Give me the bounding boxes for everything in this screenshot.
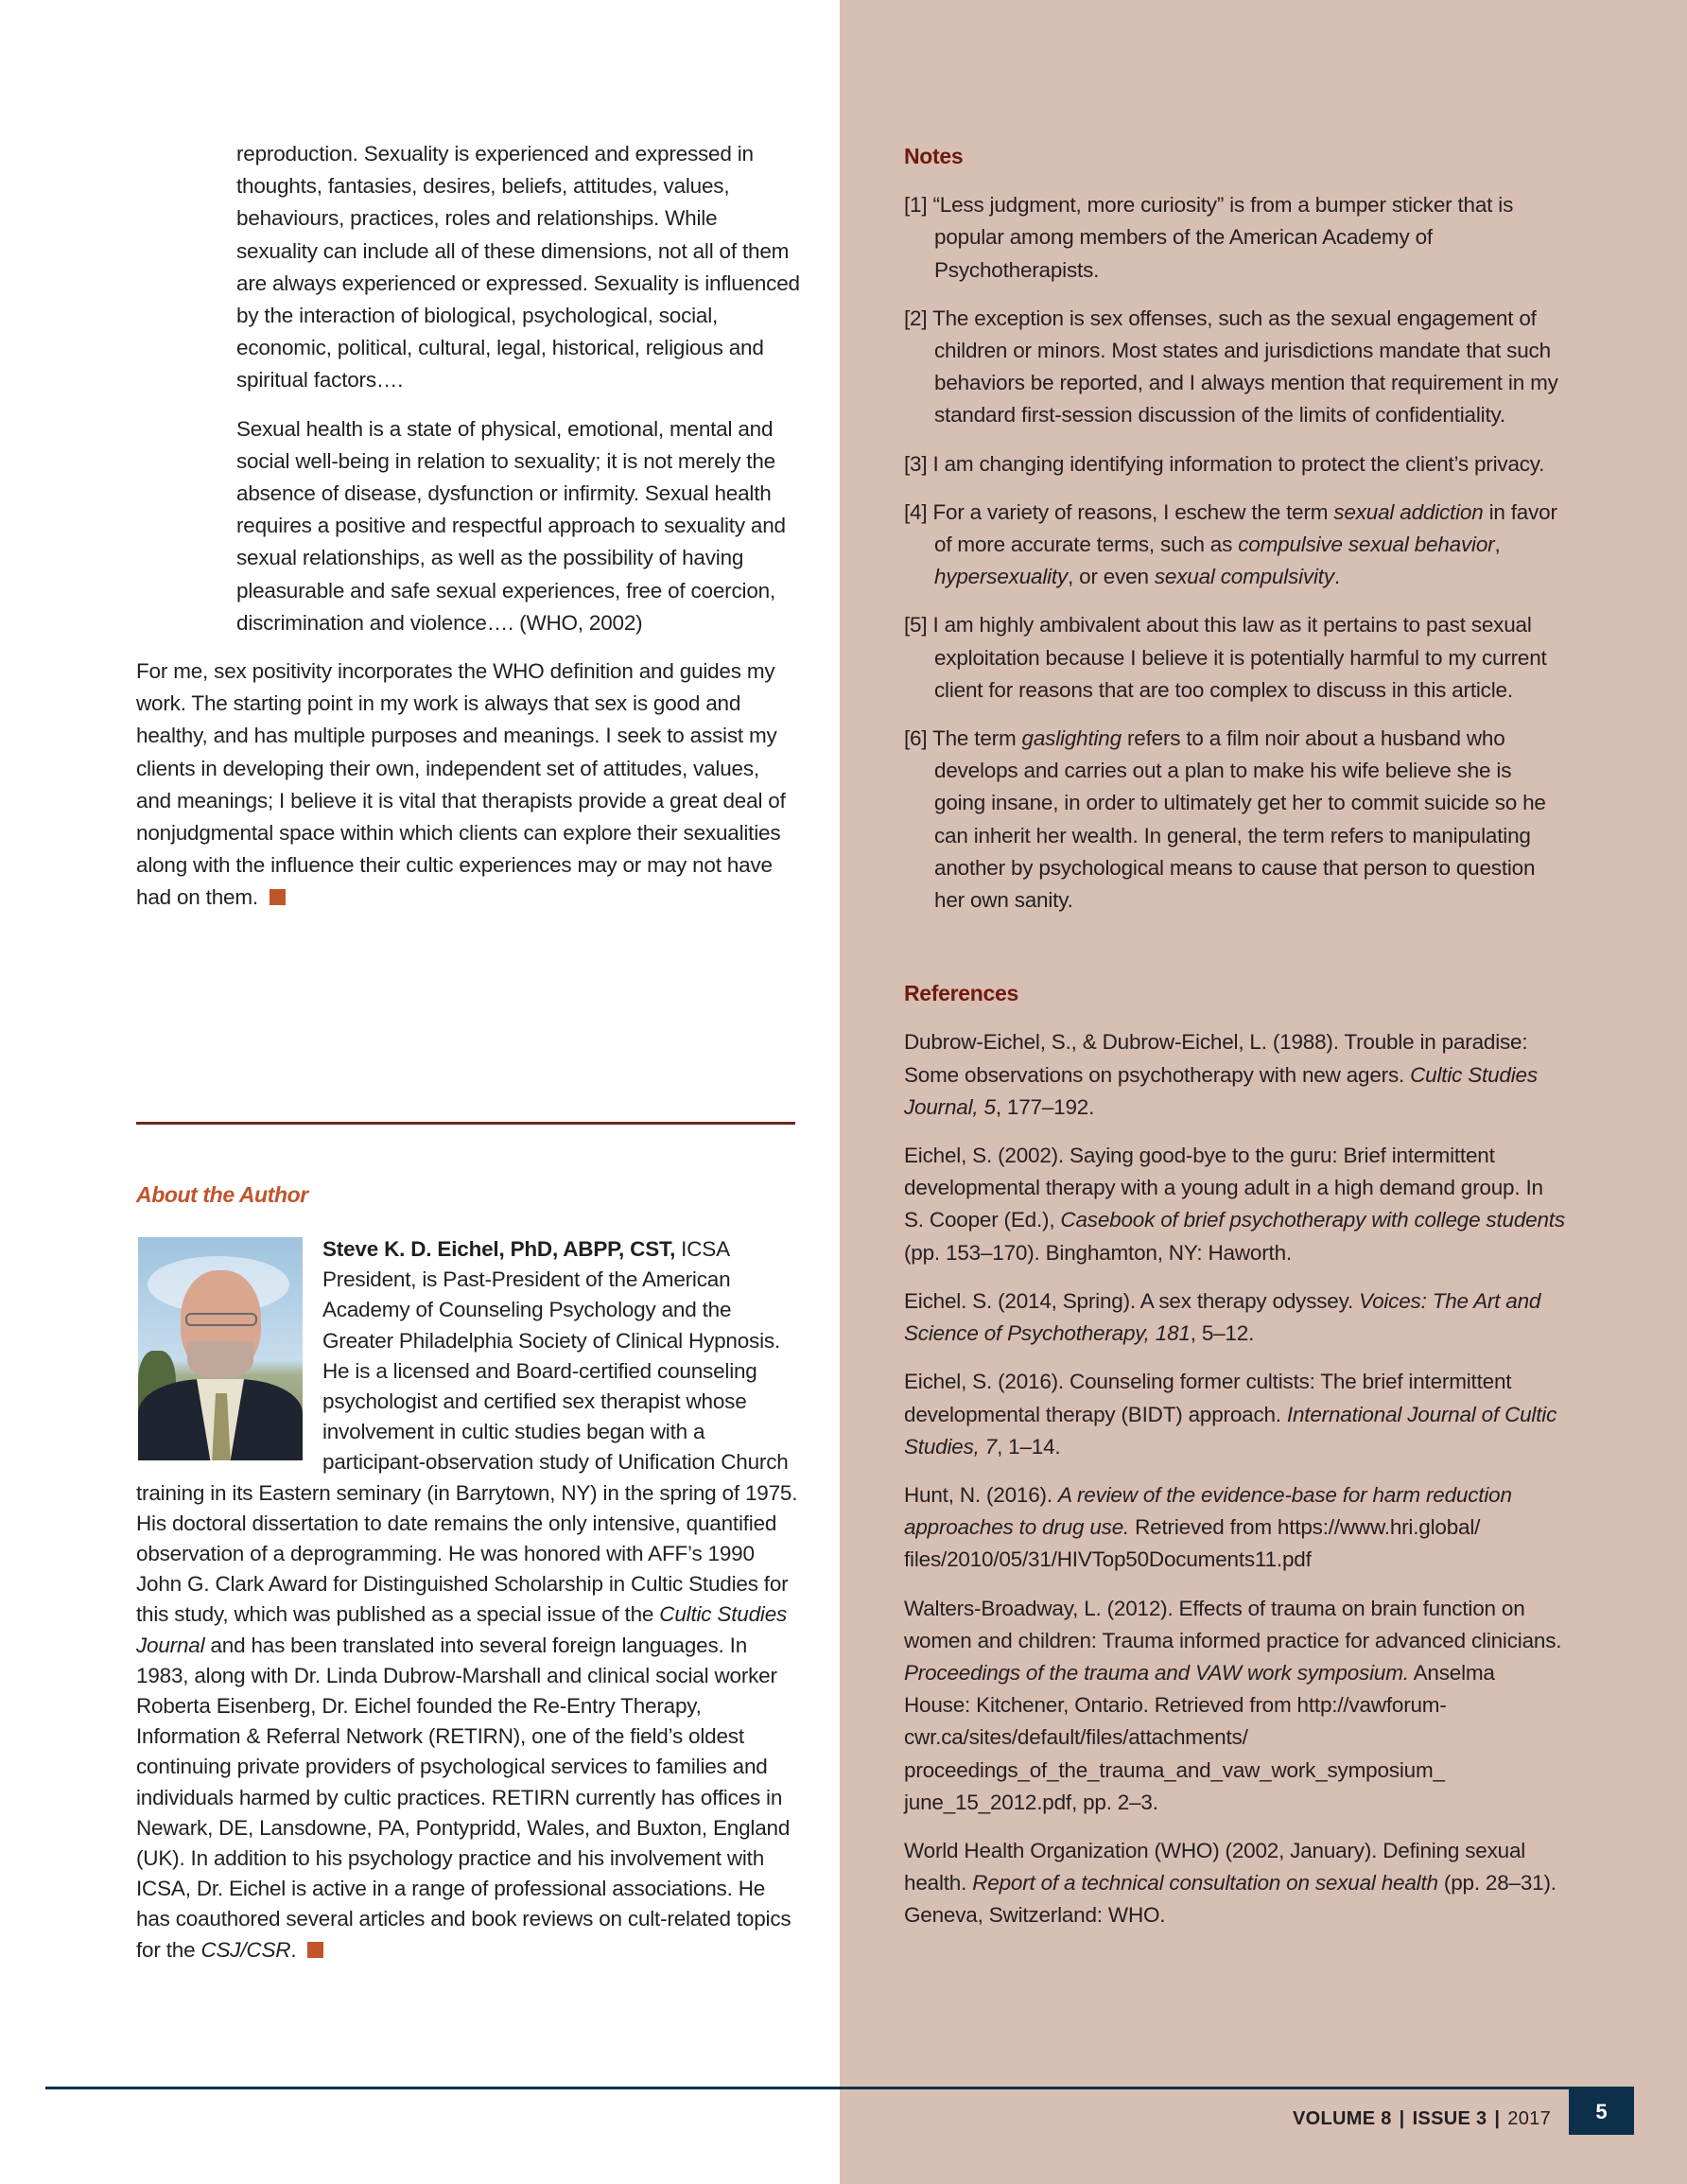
text: Dubrow-Eichel, S., & Dubrow-Eichel, L. (1988). Trouble in paradise: Some observations on psychotherapy with new agers.	[904, 1030, 1528, 1087]
italic-text: sexual addiction	[1333, 499, 1484, 524]
text: , 177–192.	[995, 1094, 1095, 1119]
journal-title: Cultic Studies Journal	[136, 1602, 788, 1657]
note-number: [4]	[904, 499, 928, 524]
text: , or even	[1068, 565, 1155, 589]
note-item	[904, 609, 1566, 707]
bio-text: and has been translated into several foreign languages. In 1983, along with Dr. Linda Dubrow-Marshall and clinical social worker Roberta Eisenberg, Dr. Eichel founded the Re-Entry Therapy, Information & Referral Network (RETIRN), one of the field’s oldest continuing private providers of psychological services to families and individuals harmed by cultic practices. RETIRN currently has offices in Newark, DE, Lansdowne, PA, Pontypridd, Wales, and Buxton, England (UK). In addition to his psychology practice and his involvement with ICSA, Dr. Eichel is active in a range of professional associations. He has coauthored several articles and book reviews on cult-related topics for the	[136, 1633, 791, 1962]
text: “Less judgment, more curiosity” is from a bumper sticker that is popular among members of the American Academy of Psychotherapists.	[927, 193, 1514, 282]
bio-end-punct: .	[290, 1937, 297, 1962]
note-number: [2]	[904, 306, 928, 330]
notes-list	[904, 189, 1566, 917]
reference-item	[904, 1285, 1566, 1350]
text: in favor of more accurate terms, such as	[934, 499, 1557, 557]
note-item	[904, 303, 1566, 432]
text: , 5–12.	[1190, 1321, 1255, 1346]
text: I am changing identifying information to protect the client’s privacy.	[927, 451, 1545, 476]
reference-item	[904, 1140, 1566, 1269]
author-photo	[138, 1237, 303, 1460]
page-number: 5	[1569, 2089, 1634, 2135]
journal-abbrev: CSJ/CSR	[200, 1937, 291, 1962]
issue-label: ISSUE 3	[1412, 2108, 1487, 2129]
text: (pp. 28–31). Geneva, Switzerland: WHO.	[904, 1871, 1557, 1928]
italic-text: Report of a technical consultation on sexual health	[972, 1871, 1438, 1896]
section-divider	[136, 1122, 795, 1125]
end-of-article-square-icon	[270, 889, 286, 905]
text: I am highly ambivalent about this law as it pertains to past sexual exploitation because I believe it is potentially harmful to my current client for reasons that are too complex to discuss in this article.	[927, 613, 1547, 702]
text: ,	[1494, 533, 1501, 557]
bio-text: ICSA President, is Past-President of the American Academy of Counseling Psychology and the Greater Philadelphia Society of Clinical Hypnosis. He is a licensed and Board-certified counseling psychologist and certified sex therapist whose involvement in cultic studies began with a participant-observation study of Unification Church training in its Eastern seminary (in Barrytown, NY) in the spring of 1975. His doctoral dissertation to date remains the only intensive, quantified observation of a deprogramming. He was honored with AFF’s 1990 John G. Clark Award for Distinguished Scholarship in Cultic Studies for this study, which was published as a special issue of the	[136, 1237, 798, 1627]
italic-text: Cultic Studies Journal, 5	[904, 1062, 1538, 1119]
note-number: [1]	[904, 193, 928, 218]
italic-text: Proceedings of the trauma and VAW work symposium.	[904, 1660, 1409, 1685]
note-item	[904, 189, 1566, 287]
italic-text: Voices: The Art and Science of Psychotherapy, 181	[904, 1288, 1541, 1346]
quote-paragraph: reproduction. Sexuality is experienced and expressed in thoughts, fantasies, desires, beliefs, attitudes, values, behaviours, practices, roles and relationships. While sexuality can include all of these dimensions, not all of them are always experienced or expressed. Sexuality is influenced by the interaction of biological, psychological, social, economic, political, cultural, legal, historical, religious and spiritual factors….	[236, 142, 800, 393]
end-of-bio-square-icon	[307, 1942, 323, 1958]
italic-text: sexual compulsivity	[1154, 565, 1334, 589]
text: (pp. 153–170). Binghamton, NY: Haworth.	[904, 1240, 1292, 1265]
volume-label: VOLUME 8	[1293, 2108, 1392, 2129]
note-number: [5]	[904, 613, 928, 638]
closing-text: For me, sex positivity incorporates the WHO definition and guides my work. The starting point in my work is always that sex is good and healthy, and has multiple purposes and meanings. I seek to assist my clients in developing their own, independent set of attitudes, values, and meanings; I believe it is vital that therapists provide a great deal of nonjudgmental space within which clients can explore their sexualities along with the influence their cultic experiences may or may not have had on them.	[136, 659, 786, 910]
text: Walters-Broadway, L. (2012). Effects of trauma on brain function on women and children: Trauma informed practice for advanced clinicians.	[904, 1596, 1562, 1652]
author-bio	[136, 1234, 798, 1966]
reference-item	[904, 1835, 1566, 1932]
notes-heading: Notes	[904, 144, 964, 168]
italic-text: hypersexuality	[934, 565, 1069, 589]
note-number: [3]	[904, 451, 928, 476]
note-item	[904, 497, 1566, 594]
note-item	[904, 448, 1566, 480]
text: Eichel, S. (2002). Saying good-bye to the guru: Brief intermittent developmental therapy with a young adult in a high demand group. In S. Cooper (Ed.),	[904, 1144, 1543, 1232]
italic-text: gaslighting	[1021, 726, 1122, 751]
note-number: [6]	[904, 726, 928, 751]
text: Eichel. S. (2014, Spring). A sex therapy odyssey.	[904, 1288, 1360, 1313]
text: For a variety of reasons, I eschew the term	[927, 499, 1334, 524]
text: Hunt, N. (2016).	[904, 1482, 1058, 1507]
text: Retrieved from https://www.hri.global/ files/2010/05/31/HIVTop50Documents11.pdf	[904, 1515, 1481, 1572]
author-name: Steve K. D. Eichel, PhD, ABPP, CST,	[322, 1237, 676, 1261]
italic-text: International Journal of Cultic Studies, 7	[904, 1402, 1557, 1459]
text: refers to a film noir about a husband who develops and carries out a plan to make his wife believe she is going insane, in order to ultimately get her to commit suicide so he can inherit her wealth. In general, the term refers to manipulating another by psychological means to cause that person to question her own sanity.	[934, 726, 1546, 913]
who-definition-blockquote	[236, 138, 804, 639]
references-section	[904, 977, 1566, 1931]
separator: |	[1494, 2108, 1501, 2129]
references-list	[904, 1026, 1566, 1931]
quote-paragraph: Sexual health is a state of physical, emotional, mental and social well-being in relation to sexuality; it is not merely the absence of disease, dysfunction or infirmity. Sexual health requires a positive and respectful approach to sexuality and sexual relationships, as well as the possibility of having pleasurable and safe sexual experiences, free of coercion, discrimination and violence…. (WHO, 2002)	[236, 416, 786, 635]
notes-references-sidebar	[904, 140, 1566, 1948]
text: The term	[927, 726, 1022, 751]
text: World Health Organization (WHO) (2002, January). Defining sexual health.	[904, 1838, 1526, 1896]
about-author-heading: About the Author	[136, 1182, 308, 1207]
article-closing-paragraph	[136, 655, 798, 915]
italic-text: compulsive sexual behavior	[1238, 533, 1495, 557]
italic-text: A review of the evidence-base for harm reduction approaches to drug use.	[904, 1482, 1512, 1540]
reference-item	[904, 1026, 1566, 1124]
italic-text: Casebook of brief psychotherapy with college students	[1060, 1208, 1565, 1232]
main-article-column	[136, 138, 798, 915]
reference-item	[904, 1479, 1566, 1577]
text: .	[1333, 565, 1340, 589]
text: Anselma House: Kitchener, Ontario. Retrieved from http://vawforum-cwr.ca/sites/default/files/attachments/ proceedings_of_the_trauma_and_vaw_work_symposium_ june_15_2012.pdf, pp. 2–3.	[904, 1660, 1495, 1814]
note-item	[904, 723, 1566, 917]
reference-item	[904, 1593, 1566, 1819]
references-heading: References	[904, 981, 1019, 1006]
issue-info	[1293, 2102, 1551, 2136]
text: , 1–14.	[997, 1434, 1061, 1459]
reference-item	[904, 1366, 1566, 1463]
year-label: 2017	[1507, 2108, 1551, 2129]
separator: |	[1399, 2108, 1405, 2129]
text: The exception is sex offenses, such as the sexual engagement of children or minors. Most states and jurisdictions mandate that such behaviors be reported, and I always mention that requirement in my standard first-session discussion of the limits of confidentiality.	[927, 306, 1558, 428]
text: Eichel, S. (2016). Counseling former cultists: The brief intermittent developmental therapy (BIDT) approach.	[904, 1370, 1512, 1426]
footer-rule	[45, 2087, 1634, 2089]
